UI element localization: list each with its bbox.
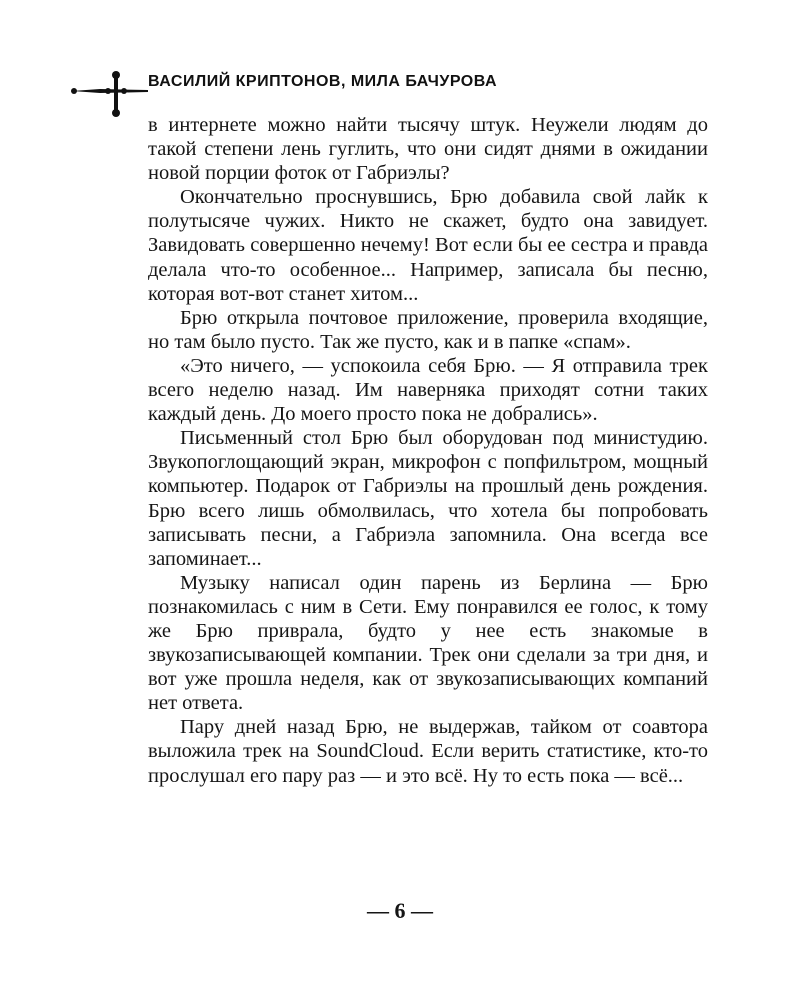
- paragraph: Письменный стол Брю был оборудован под министудию. Звукопоглощающий экран, микрофон с попфильтром, мощный компьютер. Подарок от Габриэлы на прошлый день рождения. Брю всего лишь обмолвилась, что хотела бы попробовать записывать песни, а Габриэла запомнила. Она всегда все запоминает...: [148, 427, 708, 570]
- paragraph: Окончательно проснувшись, Брю добавила свой лайк к полутысяче чужих. Никто не скажет, будто она завидует. Завидовать совершенно нечему! Вот если бы ее сестра и правда делала что-то особенное... Например, записала бы песню, которая вот-вот станет хитом...: [148, 186, 708, 305]
- paragraph: в интернете можно найти тысячу штук. Неужели людям до такой степени лень гуглить, что они сидят днями в ожидании новой порции фоток от Габриэлы?: [148, 114, 708, 185]
- paragraph: Музыку написал один парень из Берлина — Брю познакомилась с ним в Сети. Ему понравился ее голос, к тому же Брю приврала, будто у нее есть знакомые в звукозаписывающей компании. Трек они сделали за три дня, и вот уже прошла неделя, как от звукозаписывающих компаний нет ответа.: [148, 571, 708, 715]
- page-header: [70, 62, 730, 118]
- body-text: [148, 113, 708, 788]
- page-number: — 6 —: [367, 898, 433, 923]
- paragraph: «Это ничего, — успокоила себя Брю. — Я отправила трек всего неделю назад. Им наверняка приходят сотни таких каждый день. До моего просто пока не добрались».: [148, 354, 708, 426]
- sword-cross-icon: [70, 62, 150, 118]
- running-head: ВАСИЛИЙ КРИПТОНОВ, МИЛА БАЧУРОВА: [148, 73, 498, 90]
- paragraph: Пару дней назад Брю, не выдержав, тайком от соавтора выложила трек на SoundCloud. Если верить статистике, кто-то прослушал его пару раз — и это всё. Ну то есть пока — всё...: [148, 716, 708, 787]
- paragraph: Брю открыла почтовое приложение, проверила входящие, но там было пусто. Так же пусто, как и в папке «спам».: [148, 306, 708, 353]
